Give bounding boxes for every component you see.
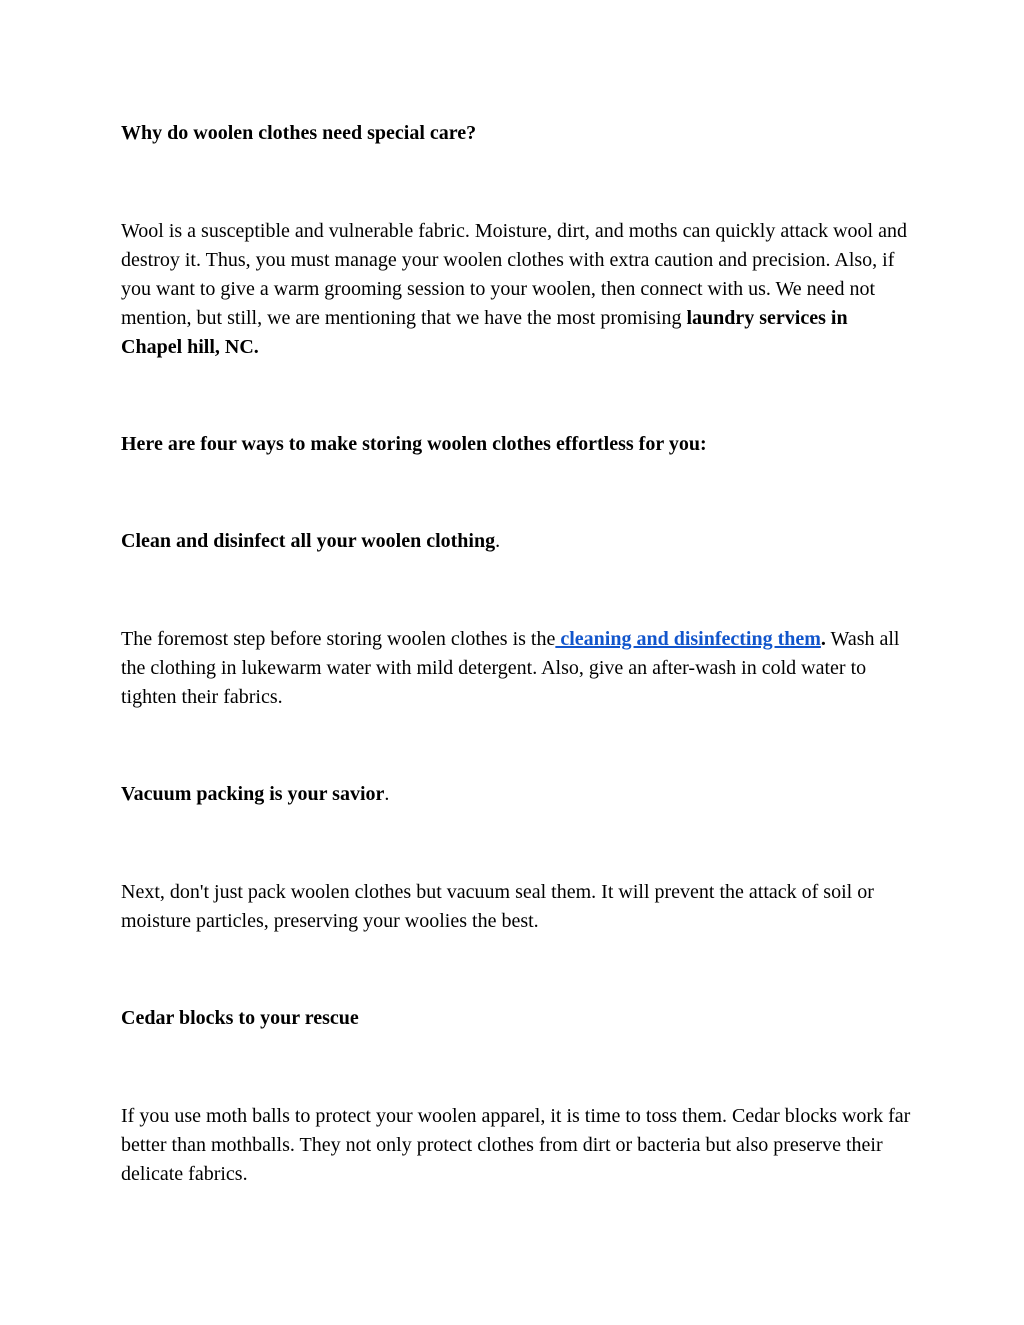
heading-vacuum-packing-text: Vacuum packing is your savior (121, 783, 385, 805)
cleaning-disinfecting-link[interactable]: cleaning and disinfecting them (555, 628, 821, 650)
paragraph-cedar-blocks (121, 1102, 911, 1189)
paragraph-vacuum-seal (121, 878, 911, 936)
heading-special-care (121, 119, 911, 148)
heading-four-ways (121, 430, 911, 459)
paragraph-clean-step-period: . (820, 628, 826, 650)
heading-special-care-text: Why do woolen clothes need special care? (121, 122, 477, 144)
paragraph-clean-step-after: Wash all the clothing in lukewarm water with mild detergent. Also, give an after-wash in cold water to tighten their fabrics. (121, 628, 900, 708)
paragraph-wool-vulnerable-text: Wool is a susceptible and vulnerable fabric. Moisture, dirt, and moths can quickly attack wool and destroy it. Thus, you must manage your woolen clothes with extra caution and precision. Also, if you want to give a warm grooming session to your woolen, then connect with us. We need not mention, but still, we are mentioning that we have the most promising (121, 220, 907, 329)
heading-clean-disinfect-text: Clean and disinfect all your woolen clothing (121, 530, 496, 552)
heading-four-ways-text: Here are four ways to make storing woolen clothes effortless for you: (121, 433, 707, 455)
heading-vacuum-packing (121, 780, 911, 809)
laundry-services-bold: laundry services in Chapel hill, NC. (121, 307, 848, 358)
paragraph-clean-step-before: The foremost step before storing woolen clothes is the (121, 628, 556, 650)
heading-clean-disinfect (121, 527, 911, 556)
heading-cedar-blocks (121, 1004, 911, 1033)
heading-clean-disinfect-period: . (495, 530, 501, 552)
heading-cedar-blocks-text: Cedar blocks to your rescue (121, 1007, 359, 1029)
paragraph-wool-vulnerable (121, 217, 911, 362)
heading-vacuum-packing-period: . (384, 783, 390, 805)
paragraph-vacuum-seal-text: Next, don't just pack woolen clothes but vacuum seal them. It will prevent the attack of soil or moisture particles, preserving your woolies the best. (121, 881, 874, 932)
paragraph-clean-step (121, 625, 911, 712)
paragraph-cedar-blocks-text: If you use moth balls to protect your woolen apparel, it is time to toss them. Cedar blocks work far better than mothballs. They not only protect clothes from dirt or bacteria but also preserve their delicate fabrics. (121, 1105, 911, 1185)
